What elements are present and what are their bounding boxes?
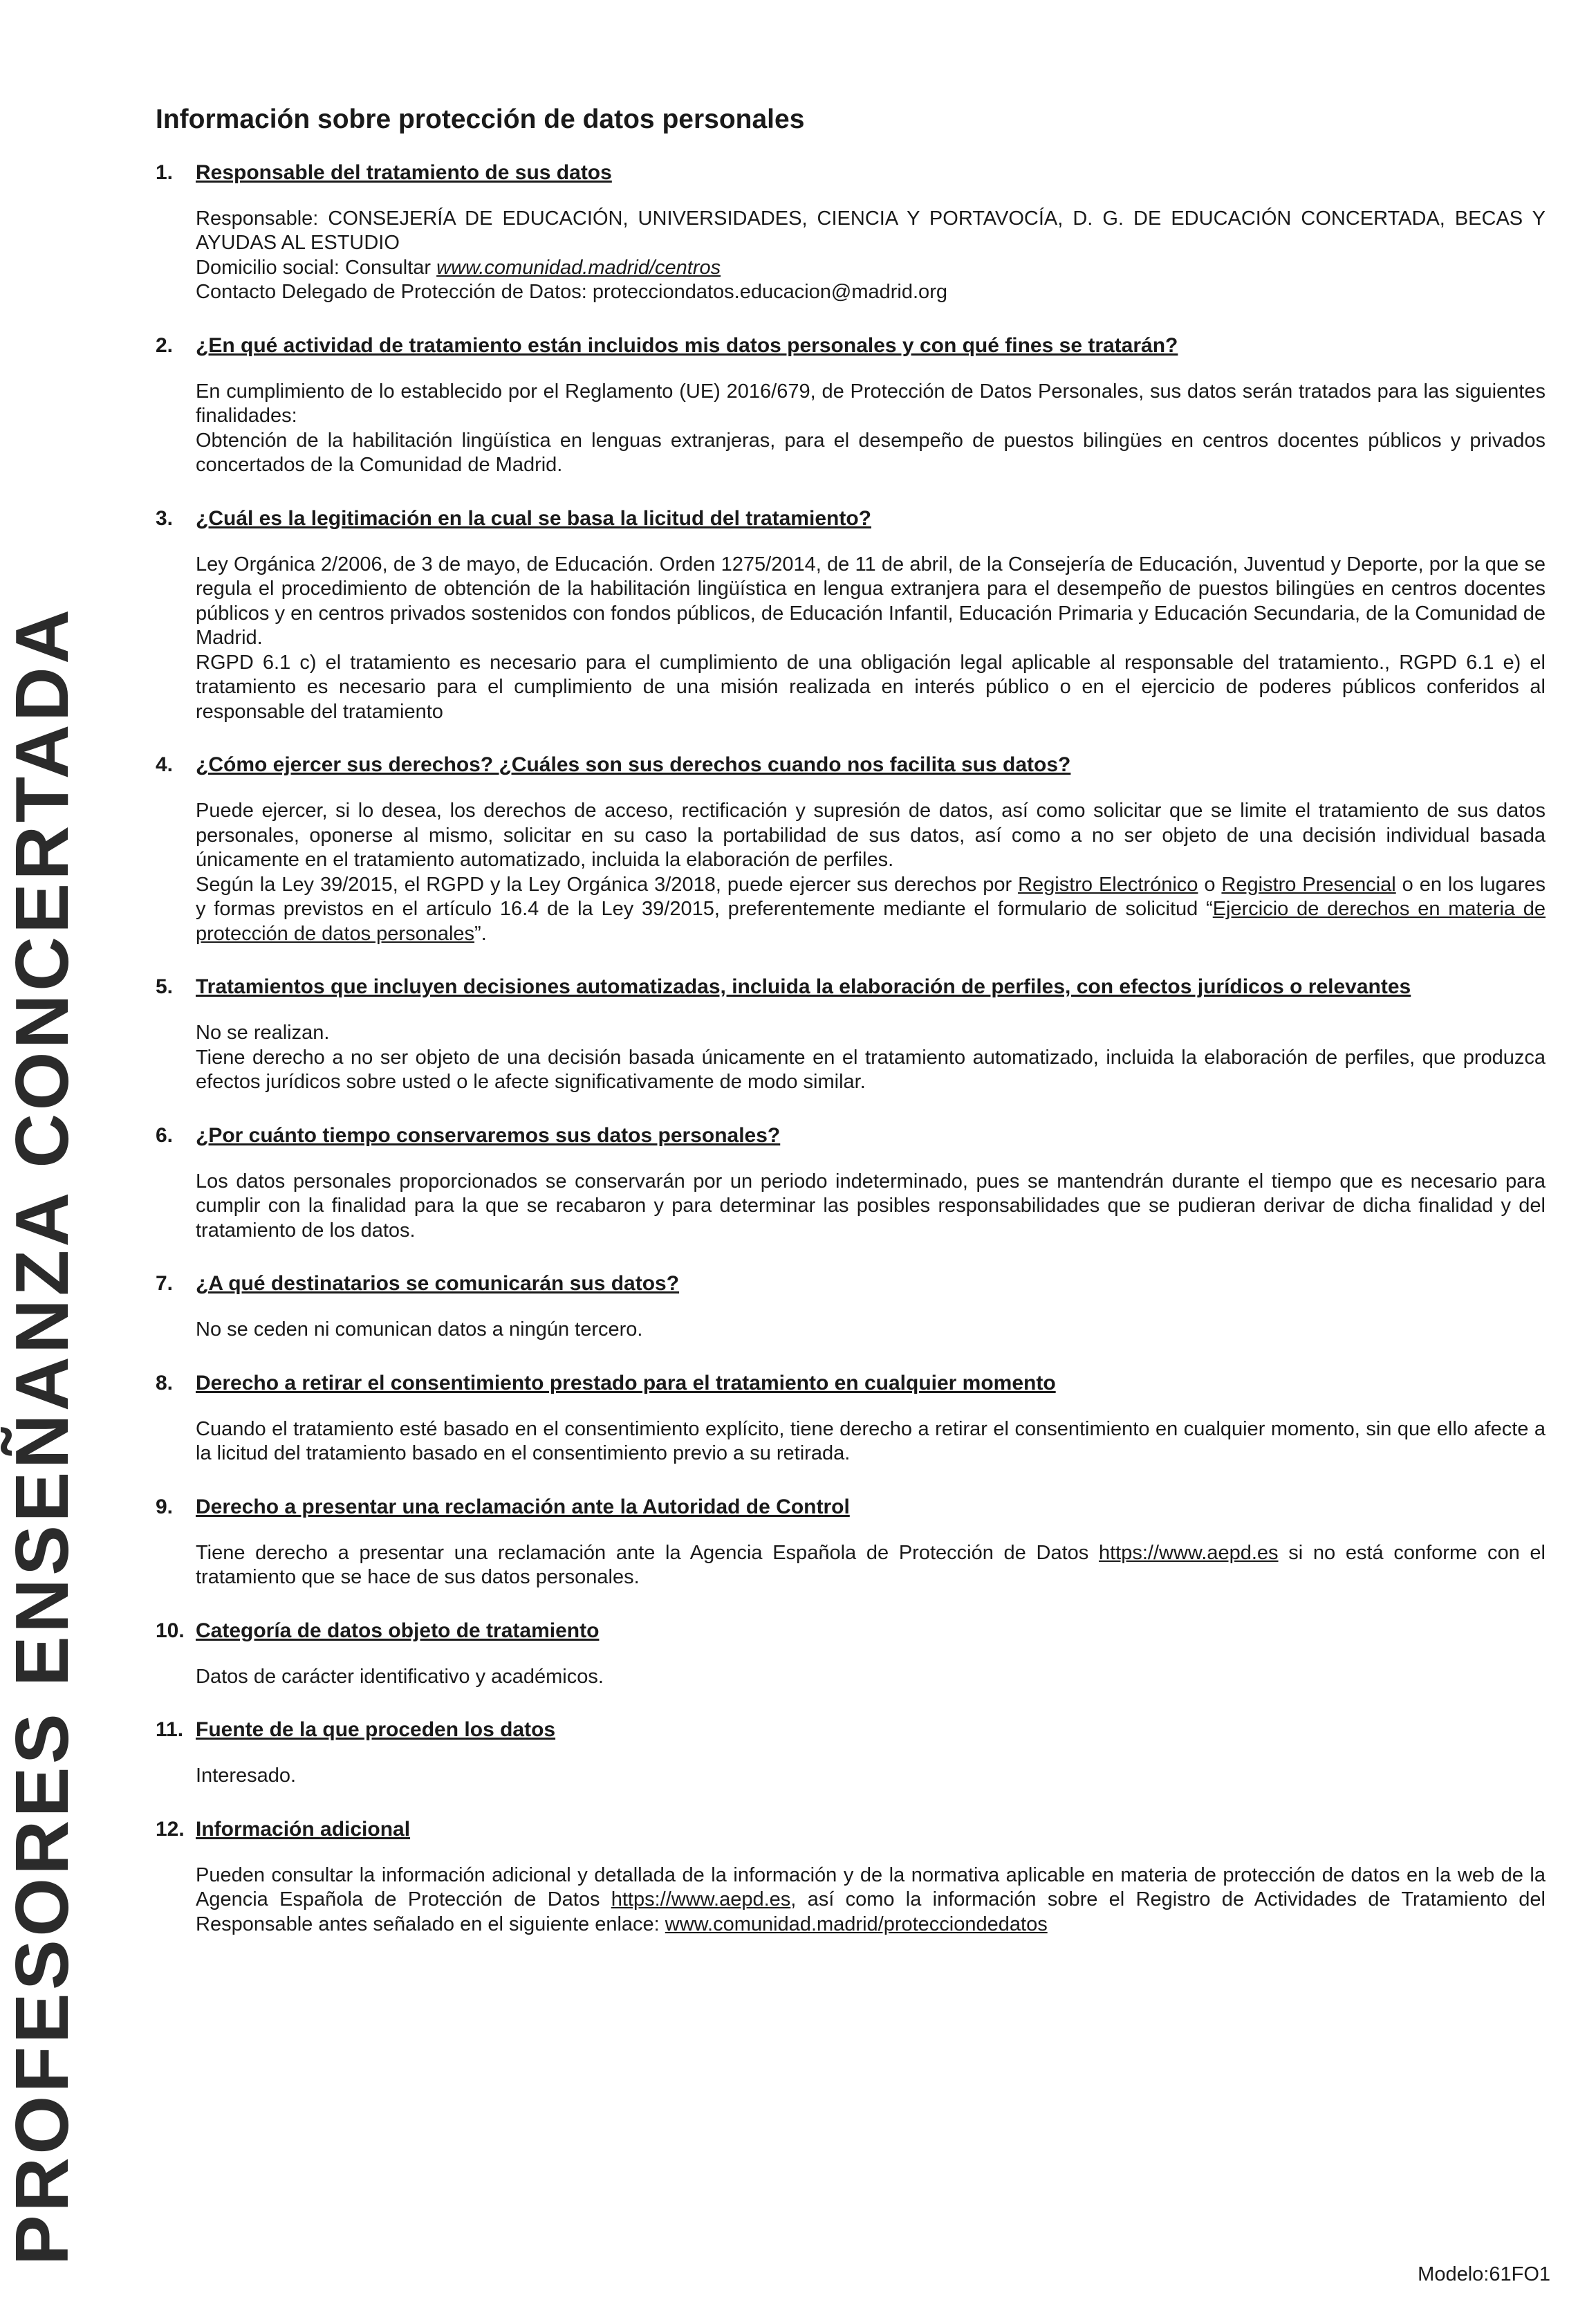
section-number: 9.	[156, 1495, 174, 1518]
section-heading: Categoría de datos objeto de tratamiento	[196, 1619, 600, 1642]
section-1	[156, 160, 1546, 305]
section-heading: Derecho a presentar una reclamación ante la Autoridad de Control	[196, 1495, 850, 1518]
paragraph: RGPD 6.1 c) el tratamiento es necesario para el cumplimiento de una obligación legal aplicable al responsable del tratamiento., RGPD 6.1 e) el tratamiento es necesario para el cumplimiento de una misión realizada en interés público o en el ejercicio de poderes públicos conferidos al responsable del tratamiento	[196, 651, 1546, 723]
paragraph: No se realizan.	[196, 1022, 330, 1044]
section-heading: Responsable del tratamiento de sus datos	[196, 160, 612, 184]
section-8	[156, 1370, 1546, 1466]
section-heading: ¿A qué destinatarios se comunicarán sus datos?	[196, 1272, 680, 1296]
paragraph: En cumplimiento de lo establecido por el Reglamento (UE) 2016/679, de Protección de Datos Personales, sus datos serán tratados para las siguientes finalidades:	[196, 380, 1546, 427]
aepd-link[interactable]: https://www.aepd.es	[1098, 1541, 1279, 1564]
side-banner: PROFESORES ENSEÑANZA CONCERTADA	[0, 606, 84, 2265]
model-code: Modelo:61FO1	[1418, 2263, 1550, 2285]
section-5	[156, 974, 1546, 1095]
paragraph: No se ceden ni comunican datos a ningún tercero.	[196, 1318, 643, 1341]
paragraph: Tiene derecho a no ser objeto de una decisión basada únicamente en el tratamiento automatizado, incluida la elaboración de perfiles, que produzca efectos jurídicos sobre usted o le afecte significativamente de modo similar.	[196, 1046, 1546, 1094]
paragraph: Según la Ley 39/2015, el RGPD y la Ley Orgánica 3/2018, puede ejercer sus derechos por Registro Electrónico o Registro Presencial o en los lugares y formas previstos en el artículo 16.4 de la Ley 39/2015, preferentemente mediante el formulario de solicitud “Ejercicio de derechos en materia de protección de datos personales”.	[196, 873, 1546, 945]
registro-presencial-link[interactable]: Registro Presencial	[1221, 873, 1396, 896]
section-11	[156, 1717, 1546, 1789]
paragraph: Tiene derecho a presentar una reclamación ante la Agencia Española de Protección de Datos https://www.aepd.es si no está conforme con el tratamiento que se hace de sus datos personales.	[196, 1541, 1546, 1589]
paragraph: Contacto Delegado de Protección de Datos: protecciondatos.educacion@madrid.org	[196, 281, 947, 304]
section-7	[156, 1271, 1546, 1343]
section-number: 11.	[156, 1718, 184, 1742]
section-number: 4.	[156, 753, 174, 777]
section-heading: Tratamientos que incluyen decisiones automatizadas, incluida la elaboración de perfiles, con efectos jurídicos o relevantes	[196, 975, 1411, 999]
centros-link[interactable]: www.comunidad.madrid/centros	[436, 256, 721, 279]
section-12	[156, 1816, 1546, 1937]
section-number: 8.	[156, 1371, 174, 1394]
section-3	[156, 506, 1546, 725]
paragraph: Cuando el tratamiento esté basado en el consentimiento explícito, tiene derecho a retirar el consentimiento en cualquier momento, sin que ello afecte a la licitud del tratamiento basado en el consentimiento previo a su retirada.	[196, 1417, 1546, 1465]
section-number: 7.	[156, 1272, 174, 1296]
document	[156, 104, 1546, 1964]
section-heading: Fuente de la que proceden los datos	[196, 1718, 556, 1742]
paragraph: Los datos personales proporcionados se conservarán por un periodo indeterminado, pues se mantendrán durante el tiempo que es necesario para cumplir con la finalidad para la que se recabaron y para determinar las posibles responsabilidades que se pudieran derivar de dicha finalidad y del tratamiento de los datos.	[196, 1170, 1546, 1242]
section-heading: ¿En qué actividad de tratamiento están incluidos mis datos personales y con qué fines se tratarán?	[196, 333, 1178, 357]
section-9	[156, 1494, 1546, 1590]
section-6	[156, 1123, 1546, 1244]
section-number: 2.	[156, 333, 174, 357]
ejercicio-derechos-link[interactable]: Ejercicio de derechos en materia de protección de datos personales	[196, 898, 1546, 945]
paragraph: Pueden consultar la información adicional y detallada de la información y de la normativa aplicable en materia de protección de datos en la web de la Agencia Española de Protección de Datos https://www.aepd.es, así como la información sobre el Registro de Actividades de Tratamiento del Responsable antes señalado en el siguiente enlace: www.comunidad.madrid/protecciondedatos	[196, 1863, 1546, 1935]
paragraph: Domicilio social: Consultar www.comunidad.madrid/centros	[196, 256, 721, 279]
page-title: Información sobre protección de datos personales	[156, 104, 805, 134]
paragraph: Puede ejercer, si lo desea, los derechos de acceso, rectificación y supresión de datos, así como solicitar que se limite el tratamiento de sus datos personales, oponerse al mismo, solicitar en su caso la portabilidad de sus datos, así como a no ser objeto de una decisión individual basada únicamente en el tratamiento automatizado, incluida la elaboración de perfiles.	[196, 800, 1546, 872]
paragraph: Responsable: CONSEJERÍA DE EDUCACIÓN, UNIVERSIDADES, CIENCIA Y PORTAVOCÍA, D. G. DE EDUCACIÓN CONCERTADA, BECAS Y AYUDAS AL ESTUDIO	[196, 207, 1546, 255]
paragraph: Datos de carácter identificativo y académicos.	[196, 1665, 604, 1688]
section-number: 12.	[156, 1817, 185, 1841]
section-heading: Información adicional	[196, 1817, 411, 1841]
section-10	[156, 1618, 1546, 1690]
paragraph: Interesado.	[196, 1765, 297, 1787]
section-2	[156, 333, 1546, 478]
section-number: 1.	[156, 160, 174, 184]
aepd-link[interactable]: https://www.aepd.es	[611, 1888, 791, 1911]
proteccion-datos-link[interactable]: www.comunidad.madrid/protecciondedatos	[665, 1913, 1048, 1935]
section-heading: ¿Por cuánto tiempo conservaremos sus datos personales?	[196, 1123, 781, 1147]
registro-electronico-link[interactable]: Registro Electrónico	[1018, 873, 1198, 896]
section-4	[156, 752, 1546, 946]
section-number: 3.	[156, 506, 174, 530]
section-number: 10.	[156, 1619, 185, 1642]
paragraph: Ley Orgánica 2/2006, de 3 de mayo, de Educación. Orden 1275/2014, de 11 de abril, de la Consejería de Educación, Juventud y Deporte, por la que se regula el procedimiento de obtención de la habilitación lingüística en lengua extranjera para el desempeño de puestos bilingües en centros docentes públicos y en centros privados sostenidos con fondos públicos, de Educación Infantil, Educación Primaria y Educación Secundaria, de la Comunidad de Madrid.	[196, 553, 1546, 650]
section-heading: ¿Cuál es la legitimación en la cual se basa la licitud del tratamiento?	[196, 506, 871, 530]
section-number: 5.	[156, 975, 174, 999]
section-number: 6.	[156, 1123, 174, 1147]
section-heading: ¿Cómo ejercer sus derechos? ¿Cuáles son sus derechos cuando nos facilita sus datos?	[196, 753, 1071, 777]
paragraph: Obtención de la habilitación lingüística en lenguas extranjeras, para el desempeño de puestos bilingües en centros docentes públicos y privados concertados de la Comunidad de Madrid.	[196, 429, 1546, 477]
section-heading: Derecho a retirar el consentimiento prestado para el tratamiento en cualquier momento	[196, 1371, 1056, 1394]
